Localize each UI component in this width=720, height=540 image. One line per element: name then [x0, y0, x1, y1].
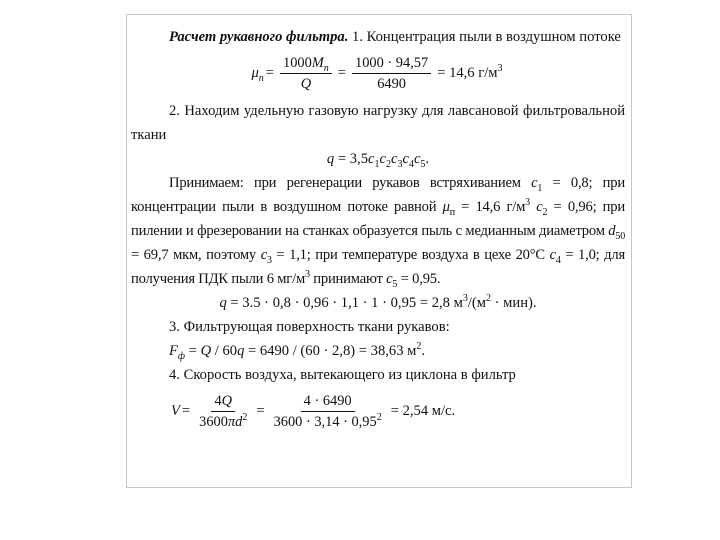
formula-1-fraction-1: $\frac{1000М_п}{Q}$ [280, 54, 332, 93]
formula-5-lhs: V [171, 403, 180, 419]
paragraph-3-assumptions: Принимаем: при регенерации рукавов встряхиванием $c_1 = 0,8$; при концентрации пыли в воздушном потоке равной $\mu_п = 14,6$ $г/м^3$ $c_2 = 0,96$; при пилении и фрезеровании на станках образуется пыль с медианным диаметром $d_{50} = 69,7$ мкм, поэтому $c_3 = 1,1$; при температуре воздуха в цехе 20°C $c_4 = 1,0$; для получения ПДК пыли 6 $мг/м^3$ принимают $c_5 = 0,95$. [131, 175, 625, 290]
paragraph-2: 2. Находим удельную газовую нагрузку для лавсановой фильтровальной ткани [131, 103, 625, 143]
formula-1-eq1: = [265, 65, 275, 81]
formula-gas-load-value: q = 3.5 · 0,8 · 0,96 · 1,1 · 1 · 0,95 = 2,8 $м^3/(м^2 \cdot мин)$. [219, 293, 537, 311]
formula-5-fraction-2: $\frac{4 \cdot 6490}{3600 \cdot 3,14 \cdot 0,95^2}$ [273, 392, 382, 430]
document-text [127, 15, 631, 437]
paragraph-1 [131, 25, 625, 49]
formula-1-eq2: = [337, 65, 347, 81]
section-title: Расчет рукавного фильтра. [169, 29, 349, 45]
formula-5-eq1: = [181, 403, 191, 419]
paragraph-5: 4. Скорость воздуха, вытекающего из циклона в фильтр [169, 367, 516, 383]
formula-dust-concentration [131, 51, 625, 95]
formula-1-lhs: $\mu_п$ [251, 65, 264, 84]
formula-gas-load: $q = 3,5c_1c_2c_3c_4c_5$. [326, 151, 430, 170]
formula-5-fraction-1: $\frac{4Q}{3600\pi d^2}$ [199, 392, 248, 430]
formula-1-fraction-2: $\frac{1000 \cdot 94,57}{6490}$ [352, 54, 431, 93]
formula-air-velocity [131, 389, 625, 433]
formula-filter-surface: $F_ф = Q / 60q = 6490 / (60 \cdot 2,8) = 38,63$ $м^2$. [169, 341, 426, 362]
formula-5-eq2: = [256, 403, 265, 419]
paragraph-4: 3. Фильтрующая поверхность ткани рукавов: [169, 319, 450, 335]
paragraph-1-text: 1. Концентрация пыли в воздушном потоке [348, 29, 621, 45]
formula-5-result: = 2,54 м/с. [390, 403, 456, 419]
formula-1-result: = 14,6 $г/м^3$ [437, 63, 503, 81]
document-page [126, 14, 632, 488]
